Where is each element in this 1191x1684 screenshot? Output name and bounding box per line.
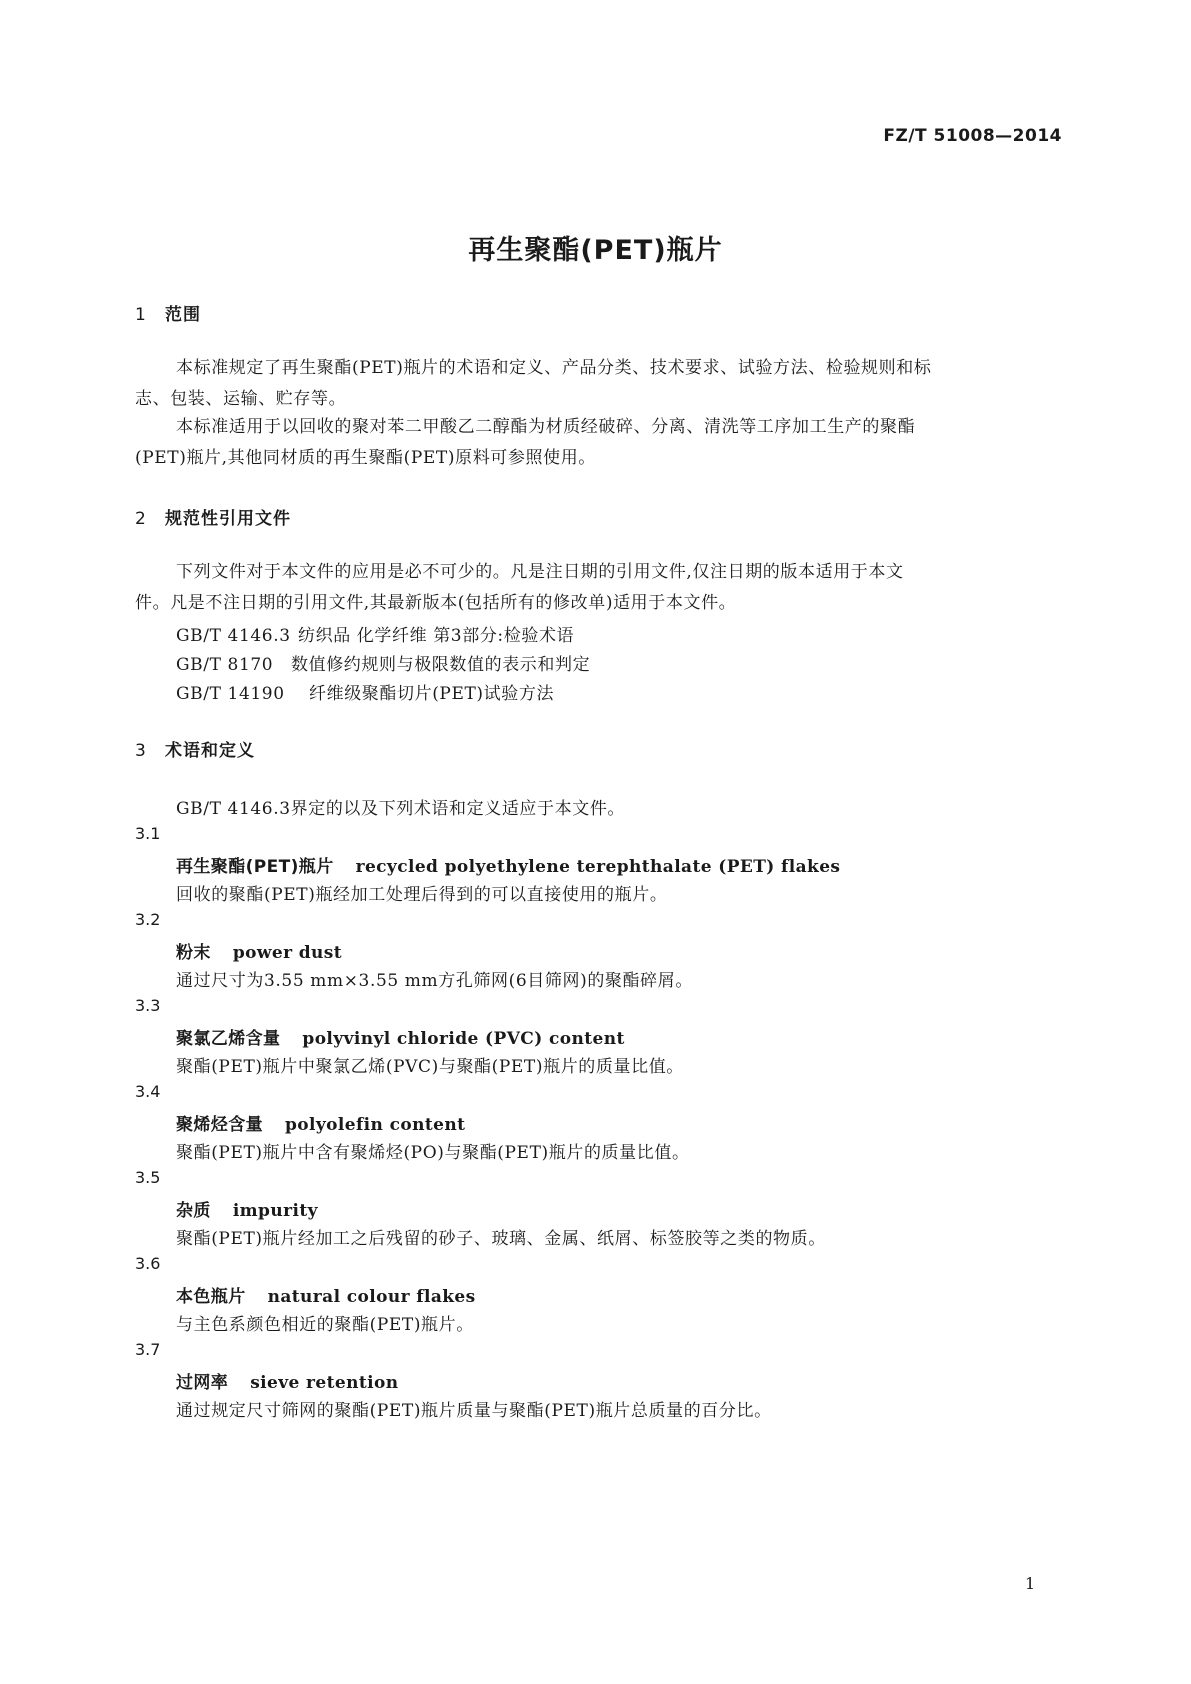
term-number: 3.5 xyxy=(135,1168,161,1187)
section-number: 3 xyxy=(135,741,147,761)
section-heading-terms xyxy=(135,736,255,761)
term-name-en: power dust xyxy=(232,943,343,963)
term-definition: 聚酯(PET)瓶片经加工之后残留的砂子、玻璃、金属、纸屑、标签胶等之类的物质。 xyxy=(176,1229,826,1249)
term-name-en: polyolefin content xyxy=(285,1115,466,1135)
term-name-en: sieve retention xyxy=(250,1373,399,1393)
reference-item xyxy=(176,621,574,646)
section-title: 术语和定义 xyxy=(165,741,255,761)
section-number: 2 xyxy=(135,509,147,529)
term-name-en: impurity xyxy=(232,1201,318,1221)
term-name-zh: 聚氯乙烯含量 xyxy=(176,1029,281,1049)
term-name xyxy=(176,1024,625,1049)
term-definition: 回收的聚酯(PET)瓶经加工处理后得到的可以直接使用的瓶片。 xyxy=(176,885,668,905)
section-heading-scope xyxy=(135,300,201,325)
section-heading-normative-refs xyxy=(135,504,291,529)
term-definition: 通过规定尺寸筛网的聚酯(PET)瓶片质量与聚酯(PET)瓶片总质量的百分比。 xyxy=(176,1401,772,1421)
reference-code: GB/T 8170 xyxy=(176,655,274,675)
section-title: 范围 xyxy=(165,305,201,325)
term-name xyxy=(176,1368,398,1393)
term-number: 3.7 xyxy=(135,1340,161,1359)
paragraph-line: 下列文件对于本文件的应用是必不可少的。凡是注日期的引用文件,仅注日期的版本适用于本文 xyxy=(176,562,904,582)
term-name-zh: 再生聚酯(PET)瓶片 xyxy=(176,857,334,877)
term-name-en: recycled polyethylene terephthalate (PET) flakes xyxy=(355,857,841,877)
normative-refs-intro xyxy=(135,557,1060,619)
term-number: 3.6 xyxy=(135,1254,161,1273)
reference-title: 纤维级聚酯切片(PET)试验方法 xyxy=(309,684,555,704)
reference-item xyxy=(176,679,554,704)
term-number: 3.2 xyxy=(135,910,161,929)
page-number: 1 xyxy=(1025,1574,1036,1593)
term-name-zh: 聚烯烃含量 xyxy=(176,1115,263,1135)
page-title: 再生聚酯(PET)瓶片 xyxy=(468,235,723,266)
paragraph-line: 件。凡是不注日期的引用文件,其最新版本(包括所有的修改单)适用于本文件。 xyxy=(135,593,737,613)
term-definition: 聚酯(PET)瓶片中聚氯乙烯(PVC)与聚酯(PET)瓶片的质量比值。 xyxy=(176,1057,684,1077)
term-number: 3.1 xyxy=(135,824,161,843)
paragraph-line: 志、包装、运输、贮存等。 xyxy=(135,389,347,409)
reference-title: 数值修约规则与极限数值的表示和判定 xyxy=(291,655,591,675)
term-definition: 聚酯(PET)瓶片中含有聚烯烃(PO)与聚酯(PET)瓶片的质量比值。 xyxy=(176,1143,690,1163)
reference-code: GB/T 14190 xyxy=(176,684,285,704)
term-name xyxy=(176,852,840,877)
paragraph-line: 本标准适用于以回收的聚对苯二甲酸乙二醇酯为材质经破碎、分离、清洗等工序加工生产的聚酯 xyxy=(176,417,916,437)
term-definition: 通过尺寸为3.55 mm×3.55 mm方孔筛网(6目筛网)的聚酯碎屑。 xyxy=(176,971,693,991)
terms-intro: GB/T 4146.3界定的以及下列术语和定义适应于本文件。 xyxy=(176,799,626,819)
term-name-zh: 过网率 xyxy=(176,1373,229,1393)
term-name xyxy=(176,1110,465,1135)
section-title: 规范性引用文件 xyxy=(165,509,291,529)
paragraph-line: (PET)瓶片,其他同材质的再生聚酯(PET)原料可参照使用。 xyxy=(135,448,596,468)
term-name-zh: 粉末 xyxy=(176,943,211,963)
reference-item xyxy=(176,650,590,675)
term-number: 3.4 xyxy=(135,1082,161,1101)
section-number: 1 xyxy=(135,305,147,325)
term-name xyxy=(176,1196,318,1221)
standard-number: FZ/T 51008—2014 xyxy=(883,126,1062,146)
reference-code: GB/T 4146.3 xyxy=(176,626,291,646)
term-name-zh: 杂质 xyxy=(176,1201,211,1221)
scope-paragraph-1 xyxy=(135,353,1060,415)
term-number: 3.3 xyxy=(135,996,161,1015)
term-name xyxy=(176,938,342,963)
reference-title: 纺织品 化学纤维 第3部分:检验术语 xyxy=(298,626,575,646)
scope-paragraph-2 xyxy=(135,412,1060,474)
term-name-zh: 本色瓶片 xyxy=(176,1287,246,1307)
term-definition: 与主色系颜色相近的聚酯(PET)瓶片。 xyxy=(176,1315,474,1335)
term-name-en: polyvinyl chloride (PVC) content xyxy=(302,1029,625,1049)
term-name xyxy=(176,1282,476,1307)
term-name-en: natural colour flakes xyxy=(267,1287,476,1307)
paragraph-line: 本标准规定了再生聚酯(PET)瓶片的术语和定义、产品分类、技术要求、试验方法、检验规则和标 xyxy=(176,358,932,378)
